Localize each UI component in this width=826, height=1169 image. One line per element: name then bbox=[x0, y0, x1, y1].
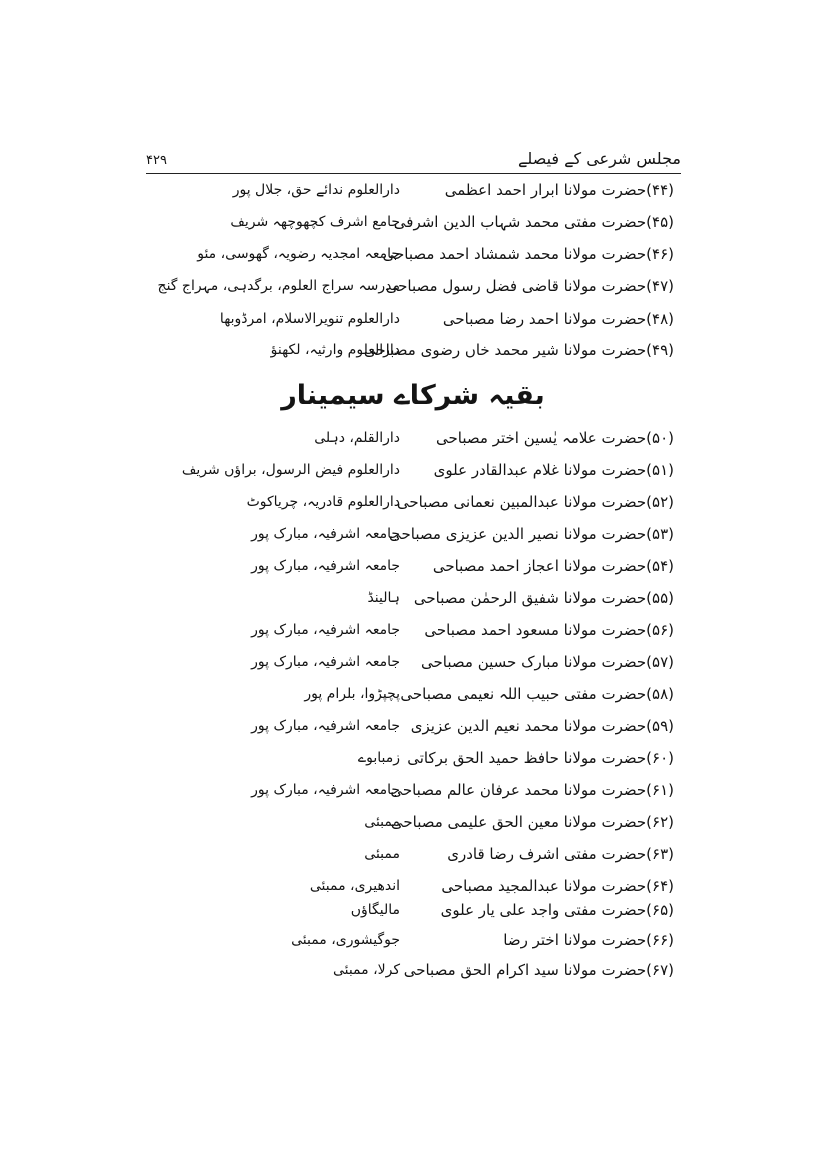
participant-institution: ممبئی bbox=[364, 846, 400, 862]
participant-name: (۶۰)حضرت مولانا حافظ حمید الحق برکاتی bbox=[407, 749, 674, 767]
list-item bbox=[0, 428, 826, 460]
participant-name: (۵۳)حضرت مولانا نصیر الدین عزیزی مصباحی bbox=[389, 525, 674, 543]
participant-name: (۵۱)حضرت مولانا غلام عبدالقادر علوی bbox=[433, 461, 674, 479]
participant-institution: جامعہ اشرفیہ، مبارک پور bbox=[251, 654, 400, 670]
list-item bbox=[0, 748, 826, 780]
list-item bbox=[0, 684, 826, 716]
participant-institution: کرلا، ممبئی bbox=[332, 962, 400, 978]
header-rule bbox=[146, 173, 681, 174]
page-number: ۴۲۹ bbox=[146, 153, 167, 168]
list-item bbox=[0, 340, 826, 372]
participant-name: (۶۶)حضرت مولانا اختر رضا bbox=[503, 931, 674, 949]
participant-name: (۵۹)حضرت مولانا محمد نعیم الدین عزیزی bbox=[410, 717, 674, 735]
list-item bbox=[0, 492, 826, 524]
participant-name: (۴۷)حضرت مولانا قاضی فضل رسول مصباحی bbox=[385, 277, 674, 295]
list-item bbox=[0, 588, 826, 620]
participant-institution: مالیگاؤں bbox=[350, 902, 400, 918]
list-item bbox=[0, 812, 826, 844]
list-item bbox=[0, 930, 826, 962]
participant-institution: اندھیری، ممبئی bbox=[309, 878, 400, 894]
participant-institution: جامعہ اشرفیہ، مبارک پور bbox=[251, 782, 400, 798]
list-item bbox=[0, 180, 826, 212]
list-item bbox=[0, 244, 826, 276]
participant-name: (۶۳)حضرت مفتی اشرف رضا قادری bbox=[447, 845, 674, 863]
participant-name: (۶۴)حضرت مولانا عبدالمجید مصباحی bbox=[441, 877, 674, 895]
section-heading: بقیہ شرکاے سیمینار bbox=[281, 380, 545, 411]
participant-institution: زمبابوے bbox=[357, 750, 400, 766]
participant-institution: مدرسہ سراج العلوم، برگدہی، مہراج گنج bbox=[157, 278, 400, 294]
participant-name: (۶۲)حضرت مولانا معین الحق علیمی مصباحی bbox=[390, 813, 674, 831]
list-item bbox=[0, 620, 826, 652]
participant-institution: جامعہ اشرفیہ، مبارک پور bbox=[251, 622, 400, 638]
participant-institution: جامع اشرف کچھوچھہ شریف bbox=[230, 214, 400, 230]
participant-institution: جامعہ اشرفیہ، مبارک پور bbox=[251, 526, 400, 542]
participant-name: (۵۰)حضرت علامہ یٰسین اختر مصباحی bbox=[436, 429, 674, 447]
list-item bbox=[0, 844, 826, 876]
list-item bbox=[0, 960, 826, 992]
participant-institution: دارالعلوم تنویرالاسلام، امرڈوبھا bbox=[219, 311, 400, 327]
participant-name: (۵۶)حضرت مولانا مسعود احمد مصباحی bbox=[424, 621, 674, 639]
list-item bbox=[0, 460, 826, 492]
participant-institution: پچپڑوا، بلرام پور bbox=[304, 686, 400, 702]
participant-institution: دارالعلوم ندائے حق، جلال پور bbox=[232, 182, 400, 198]
participant-name: (۴۹)حضرت مولانا شیر محمد خاں رضوی مصباحی bbox=[363, 341, 674, 359]
participant-institution: دارالقلم، دہلی bbox=[314, 430, 400, 446]
list-item bbox=[0, 212, 826, 244]
participant-institution: جامعہ امجدیہ رضویہ، گھوسی، مئو bbox=[197, 246, 400, 262]
participant-institution: دارالعلوم وارثیہ، لکھنؤ bbox=[270, 342, 400, 358]
list-item bbox=[0, 309, 826, 341]
participant-institution: ممبئی bbox=[364, 814, 400, 830]
list-item bbox=[0, 276, 826, 308]
list-item bbox=[0, 716, 826, 748]
participant-name: (۴۶)حضرت مولانا محمد شمشاد احمد مصباحی bbox=[382, 245, 674, 263]
participant-name: (۵۵)حضرت مولانا شفیق الرحمٰن مصباحی bbox=[413, 589, 674, 607]
participant-name: (۵۷)حضرت مولانا مبارک حسین مصباحی bbox=[421, 653, 674, 671]
participant-name: (۴۴)حضرت مولانا ابرار احمد اعظمی bbox=[444, 181, 674, 199]
participant-name: (۵۸)حضرت مفتی حبیب اللہ نعیمی مصباحی bbox=[400, 685, 674, 703]
participant-name: (۵۴)حضرت مولانا اعجاز احمد مصباحی bbox=[432, 557, 674, 575]
list-item bbox=[0, 556, 826, 588]
page-header bbox=[146, 147, 681, 177]
participant-institution: جامعہ اشرفیہ، مبارک پور bbox=[251, 558, 400, 574]
participant-name: (۶۷)حضرت مولانا سید اکرام الحق مصباحی bbox=[403, 961, 674, 979]
list-item bbox=[0, 524, 826, 556]
participant-institution: جامعہ اشرفیہ، مبارک پور bbox=[251, 718, 400, 734]
participant-name: (۶۵)حضرت مفتی واجد علی یار علوی bbox=[440, 901, 674, 919]
participant-institution: دارالعلوم قادریہ، چریاکوٹ bbox=[246, 494, 400, 510]
participant-name: (۶۱)حضرت مولانا محمد عرفان عالم مصباحی bbox=[390, 781, 674, 799]
participant-name: (۴۵)حضرت مفتی محمد شہاب الدین اشرفی bbox=[393, 213, 674, 231]
participant-institution: جوگیشوری، ممبئی bbox=[291, 932, 400, 948]
participant-institution: ہالینڈ bbox=[367, 590, 400, 606]
list-item bbox=[0, 900, 826, 932]
participant-institution: دارالعلوم فیض الرسول، براؤں شریف bbox=[181, 462, 400, 478]
participant-name: (۴۸)حضرت مولانا احمد رضا مصباحی bbox=[442, 310, 674, 328]
list-item bbox=[0, 652, 826, 684]
running-title: مجلس شرعی کے فیصلے bbox=[518, 149, 681, 168]
list-item bbox=[0, 780, 826, 812]
participant-name: (۵۲)حضرت مولانا عبدالمبین نعمانی مصباحی bbox=[396, 493, 674, 511]
